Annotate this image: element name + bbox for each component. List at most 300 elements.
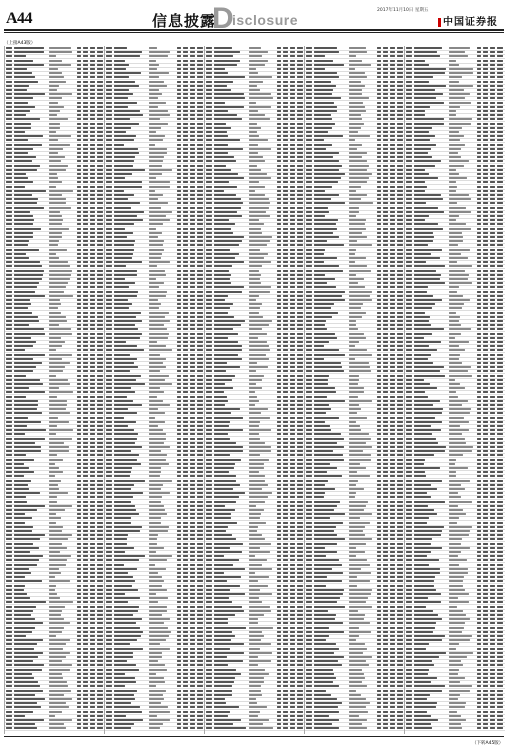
table-cell — [14, 572, 31, 574]
table-cell — [97, 522, 103, 524]
table-cell — [383, 358, 388, 360]
table-cell — [197, 475, 203, 477]
table-cell — [297, 685, 303, 687]
table-cell — [97, 211, 103, 213]
table-cell — [206, 677, 212, 679]
table-cell — [297, 467, 303, 469]
table-cell — [283, 240, 288, 242]
table-cell — [177, 597, 181, 599]
table-cell — [283, 606, 288, 608]
table-cell — [390, 93, 395, 95]
table-cell — [83, 345, 88, 347]
table-cell — [77, 85, 81, 87]
table-cell — [383, 102, 388, 104]
table-cell — [177, 593, 181, 595]
table-cell — [306, 228, 312, 230]
table-cell — [114, 622, 136, 624]
table-cell — [149, 391, 164, 393]
table-cell — [77, 190, 81, 192]
table-cell — [383, 270, 388, 272]
table-cell — [197, 538, 203, 540]
table-cell — [306, 55, 312, 57]
table-cell — [297, 328, 303, 330]
table-cell — [97, 274, 103, 276]
table-cell — [14, 450, 41, 452]
table-cell — [214, 387, 233, 389]
table-cell — [277, 232, 281, 234]
table-cell — [183, 139, 188, 141]
table-cell — [206, 652, 212, 654]
table-cell — [290, 345, 295, 347]
table-cell — [249, 76, 272, 78]
table-cell — [90, 110, 95, 112]
table-cell — [206, 606, 212, 608]
table-cell — [183, 702, 188, 704]
table-cell — [197, 706, 203, 708]
table-cell — [297, 400, 303, 402]
table-cell — [83, 438, 88, 440]
table-cell — [277, 438, 281, 440]
table-cell — [106, 232, 112, 234]
table-cell — [97, 93, 103, 95]
table-cell — [306, 299, 312, 301]
table-cell — [114, 530, 140, 532]
table-cell — [77, 265, 81, 267]
table-cell — [90, 186, 95, 188]
table-cell — [306, 85, 312, 87]
table-cell — [214, 669, 236, 671]
section-title-en: isclosure — [232, 12, 298, 28]
table-cell — [6, 152, 12, 154]
table-cell — [197, 467, 203, 469]
table-cell — [183, 572, 188, 574]
table-cell — [249, 341, 267, 343]
table-cell — [77, 513, 81, 515]
table-cell — [90, 446, 95, 448]
table-cell — [283, 358, 288, 360]
table-cell — [183, 219, 188, 221]
table-cell — [177, 652, 181, 654]
table-cell — [83, 211, 88, 213]
table-cell — [6, 102, 12, 104]
table-cell — [314, 312, 338, 314]
table-cell — [290, 543, 295, 545]
table-cell — [49, 236, 62, 238]
table-cell — [249, 265, 262, 267]
table-cell — [77, 538, 81, 540]
table-cell — [77, 249, 81, 251]
table-cell — [297, 165, 303, 167]
table-cell — [190, 610, 195, 612]
table-cell — [377, 60, 381, 62]
table-cell — [249, 391, 255, 393]
table-cell — [177, 627, 181, 629]
table-cell — [283, 555, 288, 557]
table-cell — [183, 706, 188, 708]
table-cell — [290, 698, 295, 700]
table-cell — [114, 173, 132, 175]
table-cell — [397, 127, 403, 129]
table-cell — [390, 265, 395, 267]
table-cell — [6, 421, 12, 423]
table-cell — [49, 148, 63, 150]
table-cell — [90, 139, 95, 141]
table-cell — [297, 564, 303, 566]
table-cell — [214, 97, 245, 99]
table-cell — [14, 316, 38, 318]
table-cell — [149, 580, 164, 582]
table-cell — [349, 72, 365, 74]
table-cell — [190, 106, 195, 108]
table-cell — [14, 295, 45, 297]
table-cell — [14, 673, 32, 675]
table-cell — [149, 404, 170, 406]
table-cell — [83, 635, 88, 637]
table-cell — [97, 580, 103, 582]
table-cell — [77, 387, 81, 389]
table-cell — [197, 286, 203, 288]
table-cell — [14, 47, 44, 49]
table-cell — [377, 144, 381, 146]
table-cell — [97, 270, 103, 272]
table-cell — [297, 362, 303, 364]
table-cell — [249, 492, 272, 494]
table-cell — [349, 249, 356, 251]
table-cell — [206, 202, 212, 204]
table-cell — [249, 152, 258, 154]
table-cell — [106, 253, 112, 255]
table-cell — [90, 68, 95, 70]
table-cell — [90, 228, 95, 230]
table-cell — [397, 114, 403, 116]
table-cell — [314, 282, 327, 284]
table-cell — [177, 585, 181, 587]
table-cell — [283, 534, 288, 536]
table-cell — [190, 76, 195, 78]
table-cell — [349, 207, 359, 209]
table-cell — [90, 698, 95, 700]
table-cell — [290, 312, 295, 314]
table-cell — [149, 412, 165, 414]
table-cell — [377, 354, 381, 356]
table-cell — [249, 190, 255, 192]
table-cell — [14, 370, 33, 372]
table-cell — [283, 631, 288, 633]
table-cell — [283, 412, 288, 414]
table-cell — [83, 341, 88, 343]
table-cell — [114, 593, 125, 595]
table-cell — [349, 316, 362, 318]
table-cell — [49, 425, 57, 427]
table-cell — [383, 135, 388, 137]
table-cell — [283, 181, 288, 183]
table-cell — [6, 589, 12, 591]
table-cell — [297, 72, 303, 74]
table-cell — [397, 64, 403, 66]
table-cell — [290, 551, 295, 553]
table-cell — [14, 55, 26, 57]
table-cell — [349, 278, 364, 280]
table-cell — [190, 362, 195, 364]
table-cell — [106, 530, 112, 532]
table-cell — [177, 643, 181, 645]
table-cell — [14, 391, 45, 393]
table-cell — [77, 463, 81, 465]
table-cell — [390, 202, 395, 204]
table-cell — [390, 72, 395, 74]
table-cell — [183, 396, 188, 398]
table-cell — [206, 261, 212, 263]
table-cell — [14, 190, 46, 192]
table-cell — [6, 278, 12, 280]
table-cell — [349, 165, 369, 167]
table-cell — [149, 421, 165, 423]
table-cell — [197, 81, 203, 83]
table-cell — [49, 673, 62, 675]
table-cell — [90, 543, 95, 545]
table-cell — [277, 643, 281, 645]
table-cell — [377, 148, 381, 150]
table-cell — [297, 618, 303, 620]
table-cell — [349, 320, 356, 322]
table-cell — [90, 656, 95, 658]
table-cell — [149, 345, 166, 347]
table-cell — [190, 433, 195, 435]
table-cell — [306, 307, 312, 309]
table-cell — [177, 467, 181, 469]
table-cell — [149, 681, 165, 683]
table-cell — [190, 669, 195, 671]
table-cell — [277, 173, 281, 175]
table-cell — [397, 261, 403, 263]
table-cell — [77, 580, 81, 582]
table-cell — [197, 270, 203, 272]
table-cell — [97, 370, 103, 372]
table-cell — [277, 568, 281, 570]
table-cell — [97, 463, 103, 465]
table-cell — [177, 480, 181, 482]
table-cell — [114, 228, 125, 230]
table-cell — [97, 635, 103, 637]
table-cell — [377, 131, 381, 133]
table-cell — [277, 186, 281, 188]
table-cell — [97, 513, 103, 515]
table-cell — [14, 639, 43, 641]
table-cell — [277, 501, 281, 503]
table-cell — [190, 559, 195, 561]
table-cell — [190, 719, 195, 721]
table-cell — [290, 702, 295, 704]
table-cell — [377, 278, 381, 280]
table-cell — [14, 404, 38, 406]
table-cell — [77, 631, 81, 633]
table-cell — [206, 547, 212, 549]
table-cell — [83, 312, 88, 314]
table-cell — [83, 572, 88, 574]
table-cell — [77, 501, 81, 503]
table-cell — [14, 492, 40, 494]
table-cell — [297, 442, 303, 444]
table-cell — [49, 610, 62, 612]
table-cell — [90, 496, 95, 498]
table-cell — [214, 173, 238, 175]
table-cell — [214, 110, 228, 112]
table-cell — [283, 669, 288, 671]
table-cell — [183, 698, 188, 700]
table-cell — [49, 391, 73, 393]
table-cell — [277, 408, 281, 410]
table-cell — [314, 299, 345, 301]
table-cell — [14, 202, 37, 204]
table-cell — [306, 303, 312, 305]
table-cell — [197, 513, 203, 515]
table-cell — [206, 719, 212, 721]
table-cell — [83, 690, 88, 692]
table-cell — [177, 93, 181, 95]
table-cell — [306, 257, 312, 259]
table-cell — [106, 228, 112, 230]
table-cell — [106, 442, 112, 444]
table-cell — [177, 601, 181, 603]
table-cell — [90, 102, 95, 104]
table-cell — [114, 358, 137, 360]
table-cell — [106, 639, 112, 641]
table-cell — [90, 261, 95, 263]
table-cell — [97, 286, 103, 288]
table-cell — [190, 543, 195, 545]
table-cell — [383, 291, 388, 293]
table-cell — [397, 316, 403, 318]
table-cell — [106, 585, 112, 587]
table-cell — [183, 526, 188, 528]
table-cell — [249, 534, 262, 536]
table-cell — [14, 509, 37, 511]
table-cell — [177, 660, 181, 662]
table-cell — [190, 601, 195, 603]
section-title-initial: D — [212, 4, 234, 34]
table-cell — [249, 618, 258, 620]
table-cell — [249, 400, 259, 402]
table-cell — [183, 547, 188, 549]
table-cell — [97, 152, 103, 154]
table-cell — [297, 438, 303, 440]
table-cell — [77, 618, 81, 620]
table-cell — [283, 198, 288, 200]
table-cell — [183, 324, 188, 326]
table-cell — [83, 118, 88, 120]
table-cell — [197, 278, 203, 280]
table-cell — [377, 257, 381, 259]
table-cell — [6, 530, 12, 532]
table-cell — [114, 471, 131, 473]
table-cell — [14, 156, 36, 158]
table-cell — [83, 173, 88, 175]
table-cell — [77, 312, 81, 314]
table-cell — [83, 278, 88, 280]
table-cell — [206, 690, 212, 692]
table-cell — [14, 169, 37, 171]
table-cell — [190, 383, 195, 385]
table-cell — [49, 291, 64, 293]
table-cell — [249, 433, 259, 435]
table-cell — [77, 68, 81, 70]
table-cell — [177, 576, 181, 578]
table-cell — [149, 656, 162, 658]
table-cell — [14, 505, 45, 507]
table-cell — [177, 421, 181, 423]
table-cell — [314, 236, 339, 238]
table-cell — [377, 240, 381, 242]
table-cell — [314, 387, 335, 389]
table-cell — [297, 610, 303, 612]
table-cell — [6, 165, 12, 167]
table-cell — [49, 249, 67, 251]
table-cell — [197, 139, 203, 141]
table-cell — [106, 240, 112, 242]
table-cell — [183, 152, 188, 154]
table-cell — [249, 652, 272, 654]
table-cell — [106, 706, 112, 708]
table-cell — [197, 597, 203, 599]
table-cell — [249, 438, 260, 440]
table-cell — [77, 215, 81, 217]
table-cell — [249, 547, 260, 549]
table-cell — [177, 606, 181, 608]
table-cell — [190, 442, 195, 444]
table-cell — [283, 547, 288, 549]
table-cell — [177, 509, 181, 511]
table-cell — [90, 286, 95, 288]
table-cell — [283, 244, 288, 246]
table-cell — [349, 253, 355, 255]
table-cell — [277, 492, 281, 494]
table-cell — [149, 543, 157, 545]
table-cell — [6, 144, 12, 146]
table-cell — [297, 181, 303, 183]
table-cell — [49, 412, 70, 414]
table-cell — [190, 198, 195, 200]
table-cell — [183, 76, 188, 78]
table-cell — [277, 110, 281, 112]
table-cell — [206, 454, 212, 456]
table-cell — [183, 534, 188, 536]
table-cell — [249, 215, 270, 217]
table-cell — [83, 576, 88, 578]
table-cell — [114, 72, 141, 74]
table-cell — [106, 429, 112, 431]
table-cell — [197, 198, 203, 200]
table-cell — [6, 114, 12, 116]
table-cell — [114, 538, 127, 540]
table-cell — [214, 114, 237, 116]
table-cell — [306, 286, 312, 288]
table-cell — [114, 307, 129, 309]
table-cell — [183, 89, 188, 91]
table-cell — [106, 173, 112, 175]
table-cell — [49, 232, 62, 234]
table-cell — [283, 442, 288, 444]
table-cell — [390, 139, 395, 141]
table-cell — [97, 417, 103, 419]
table-cell — [214, 425, 229, 427]
table-cell — [49, 207, 71, 209]
table-cell — [77, 673, 81, 675]
table-cell — [49, 118, 68, 120]
table-cell — [197, 400, 203, 402]
table-cell — [206, 291, 212, 293]
table-cell — [77, 719, 81, 721]
table-cell — [6, 459, 12, 461]
